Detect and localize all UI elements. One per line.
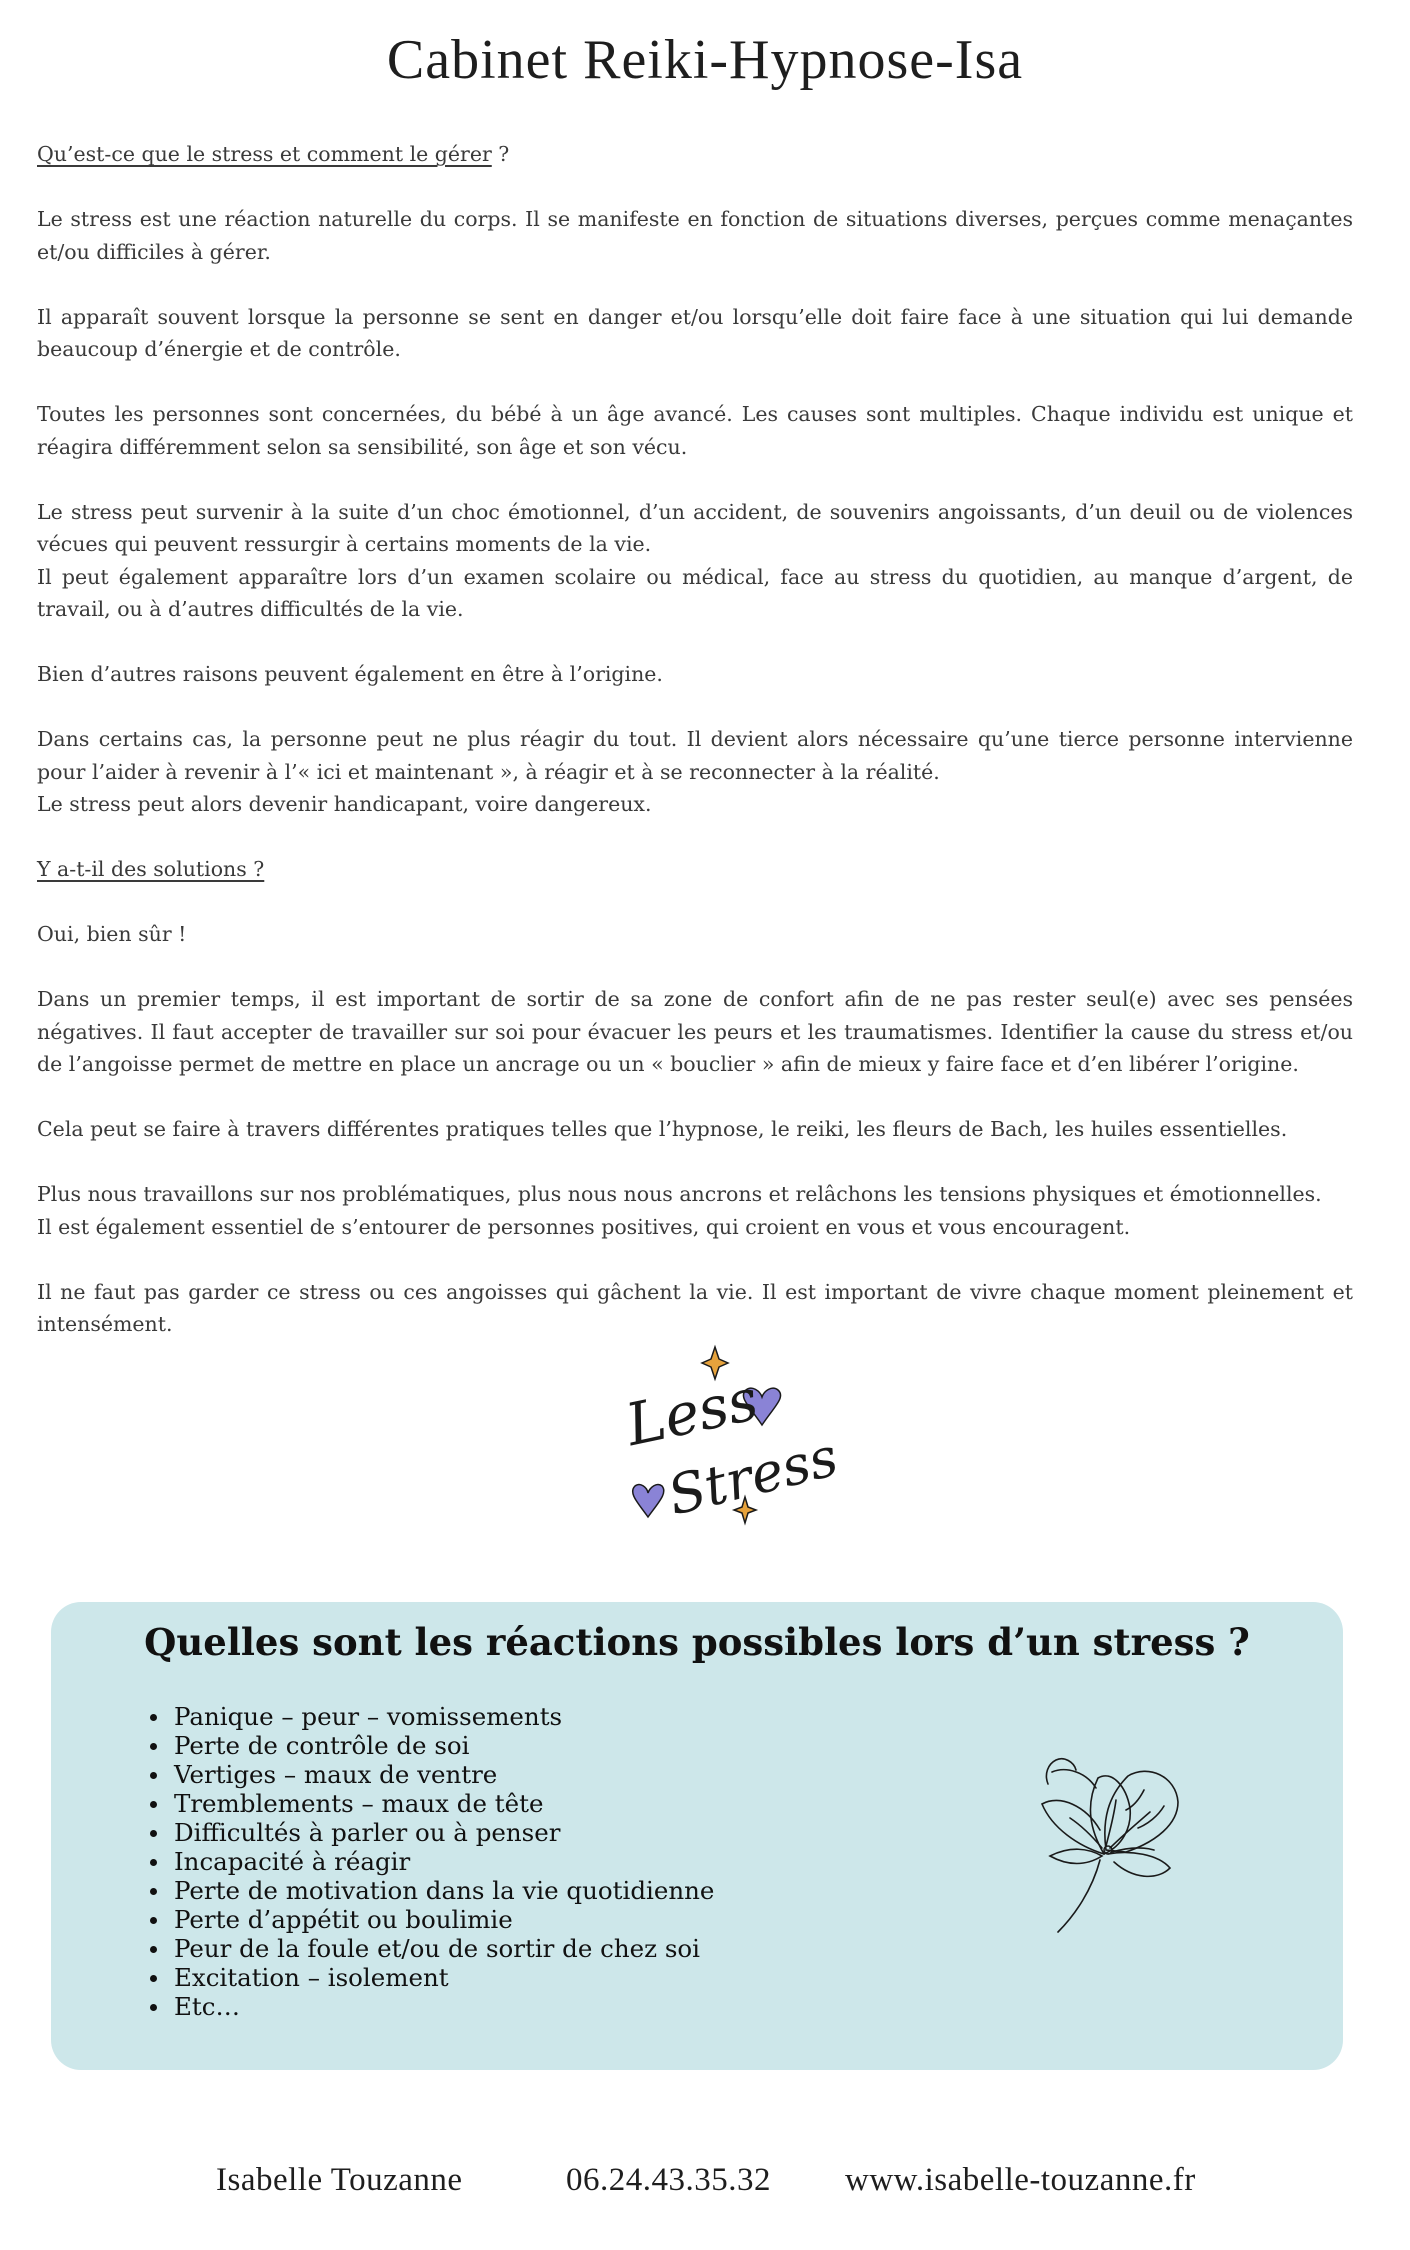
less-stress-illustration — [610, 1345, 844, 1530]
paragraph: Le stress peut survenir à la suite d’un choc émotionnel, d’un accident, de souvenirs angoissants, d’un deuil ou de violences vécues qui peuvent ressurgir à certains moments de la vie. — [37, 499, 1353, 556]
heading-text: Qu’est-ce que le stress et comment le gérer — [37, 142, 492, 166]
less-word: Less — [620, 1365, 764, 1460]
heart-icon — [633, 1485, 664, 1517]
paragraph: Il ne faut pas garder ce stress ou ces angoisses qui gâchent la vie. Il est important de vivre chaque moment pleinement et intensément. — [37, 1279, 1353, 1336]
section-heading-stress — [37, 138, 1353, 171]
list-item: Perte d’appétit ou boulimie — [147, 1905, 714, 1934]
footer-phone: 06.24.43.35.32 — [566, 2162, 771, 2198]
paragraph: Le stress est une réaction naturelle du corps. Il se manifeste en fonction de situations diverses, perçues comme menaçantes et/ou difficiles à gérer. — [37, 207, 1353, 264]
paragraph: Il est également essentiel de s’entourer de personnes positives, qui croient en vous et vous encouragent. — [37, 1214, 1131, 1239]
heading-text: Y a-t-il des solutions ? — [37, 857, 265, 881]
paragraph: Le stress peut alors devenir handicapant, voire dangereux. — [37, 792, 652, 816]
stress-word: Stress — [661, 1424, 844, 1528]
paragraph: Bien d’autres raisons peuvent également en être à l’origine. — [37, 662, 663, 686]
reactions-list — [147, 1702, 714, 2021]
footer-name: Isabelle Touzanne — [216, 2162, 463, 2198]
paragraph: Il peut également apparaître lors d’un examen scolaire ou médical, face au stress du quotidien, au manque d’argent, de travail, ou à d’autres difficultés de la vie. — [37, 564, 1353, 621]
page-title: Cabinet Reiki-Hypnose-Isa — [386, 29, 1024, 91]
paragraph: Plus nous travaillons sur nos problématiques, plus nous nous ancrons et relâchons les tensions physiques et émotionnelles. — [37, 1182, 1322, 1206]
paragraph: Oui, bien sûr ! — [37, 922, 187, 946]
list-item: Excitation – isolement — [147, 1963, 714, 1992]
paragraph: Il apparaît souvent lorsque la personne se sent en danger et/ou lorsqu’elle doit faire face à une situation qui lui demande beaucoup d’énergie et de contrôle. — [37, 304, 1353, 361]
paragraph: Toutes les personnes sont concernées, du bébé à un âge avancé. Les causes sont multiples. Chaque individu est unique et réagira différemment selon sa sensibilité, son âge et son vécu. — [37, 402, 1353, 459]
article-body — [37, 138, 1353, 1373]
list-item: Perte de contrôle de soi — [147, 1731, 714, 1760]
list-item: Tremblements – maux de tête — [147, 1789, 714, 1818]
paragraph: Dans certains cas, la personne peut ne plus réagir du tout. Il devient alors nécessaire qu’une tierce personne intervienne pour l’aider à revenir à l’« ici et maintenant », à réagir et à se reconnecter à la réalité. — [37, 727, 1353, 784]
list-item: Peur de la foule et/ou de sortir de chez soi — [147, 1934, 714, 1963]
list-item: Panique – peur – vomissements — [147, 1702, 714, 1731]
list-item: Incapacité à réagir — [147, 1847, 714, 1876]
list-item: Vertiges – maux de ventre — [147, 1760, 714, 1789]
list-item: Etc… — [147, 1992, 714, 2021]
footer-website[interactable]: www.isabelle-touzanne.fr — [845, 2162, 1196, 2198]
list-item: Difficultés à parler ou à penser — [147, 1818, 714, 1847]
reactions-title: Quelles sont les réactions possibles lors d’un stress ? — [144, 1620, 1250, 1664]
heading-suffix: ? — [491, 142, 510, 166]
list-item: Perte de motivation dans la vie quotidienne — [147, 1876, 714, 1905]
section-heading-solutions — [37, 853, 1353, 886]
paragraph: Dans un premier temps, il est important de sortir de sa zone de confort afin de ne pas rester seul(e) avec ses pensées négatives. Il faut accepter de travailler sur soi pour évacuer les peurs et les traumatismes. Identifier la cause du stress et/ou de l’angoisse permet de mettre en place un ancrage ou un « bouclier » afin de mieux y faire face et d’en libérer l’origine. — [37, 987, 1353, 1076]
flower-icon — [1030, 1750, 1200, 1935]
paragraph: Cela peut se faire à travers différentes pratiques telles que l’hypnose, le reiki, les fleurs de Bach, les huiles essentielles. — [37, 1117, 1288, 1141]
